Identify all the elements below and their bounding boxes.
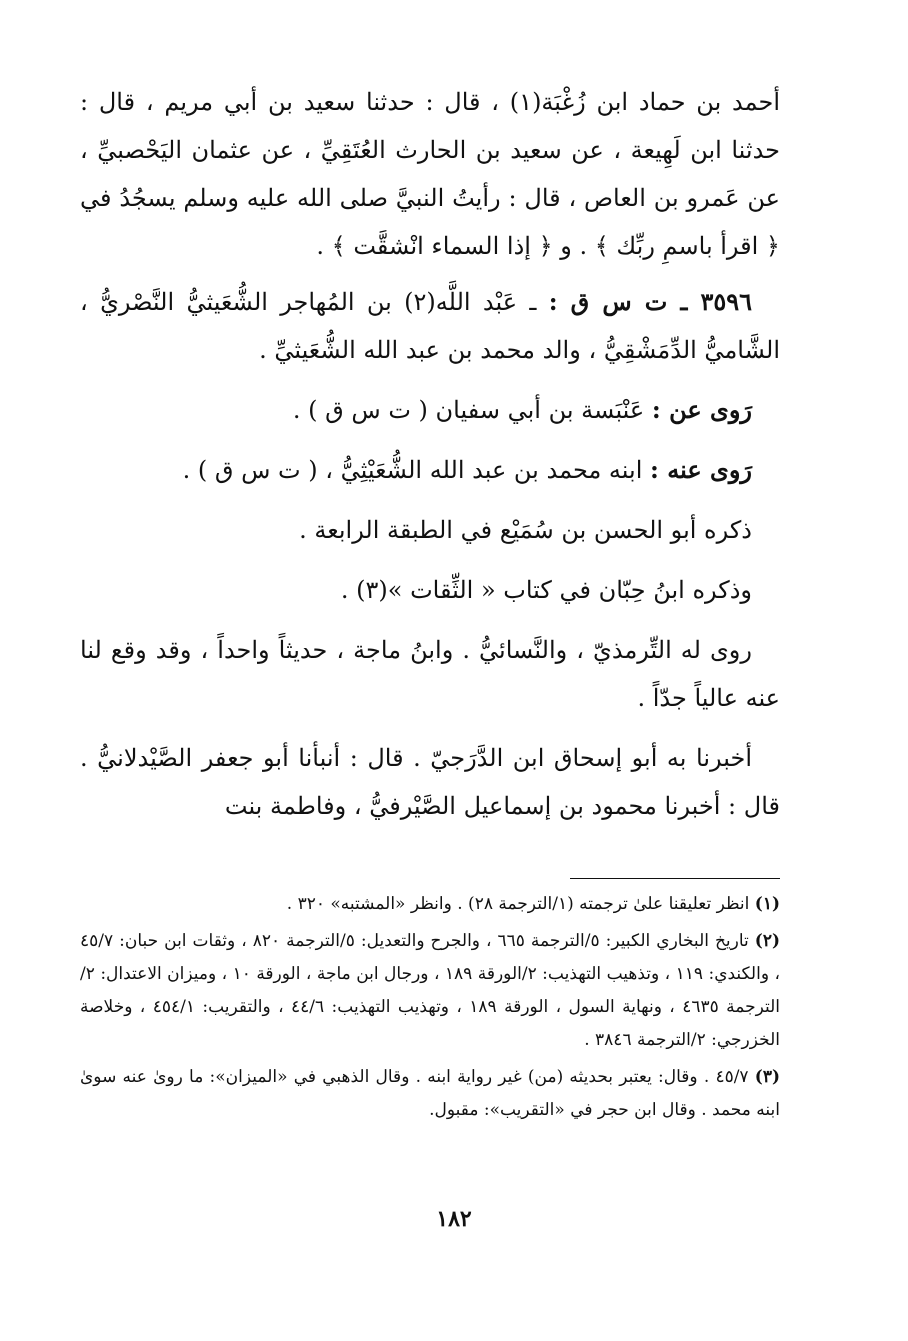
footnote-text: تاريخ البخاري الكبير: ٥/الترجمة ٦٦٥ ، والجرح والتعديل: ٥/الترجمة ٨٢٠ ، وثقات ابن حبان: ٤٥/٧ ، والكندي: ١١٩ ، وتذهيب التهذيب: ٢/الورقة ١٨٩ ، ورجال ابن ماجة ، الورقة ١٠ ، وميزان الاعتدال: ٢/الترجمة ٤٦٣٥ ، ونهاية السول ، الورقة ١٨٩ ، وتهذيب التهذيب: ٤٤/٦ ، والتقريب: ٤٥٤/١ ، وخلاصة الخزرجي: ٢/الترجمة ٣٨٤٦ .: [80, 931, 780, 1050]
rawa-anhu-label: رَوى عنه :: [650, 455, 752, 484]
footnote-text: انظر تعليقنا علىٰ ترجمته (١/الترجمة ٢٨) . وانظر «المشتبه» ٣٢٠ .: [286, 894, 755, 914]
akhbarana-paragraph: أخبرنا به أبو إسحاق ابن الدَّرَجيّ . قال : أنبأنا أبو جعفر الصَّيْدلانيُّ . قال : أخبرنا محمود بن إسماعيل الصَّيْرفيُّ ، وفاطمة بنت: [80, 744, 780, 820]
entry-text: ـ عَبْد اللَّه(٢) بن المُهاجر الشُّعَيثيُّ النَّصْريُّ ، الشَّاميُّ الدِّمَشْقِيُّ ، والد محمد بن عبد الله الشُّعَيثيِّ .: [80, 288, 780, 364]
entry-heading: [80, 278, 780, 374]
footnote-text: ٤٥/٧ . وقال: يعتبر بحديثه (من) غير رواية ابنه . وقال الذهبي في «الميزان»: ما روىٰ عنه سوىٰ ابنه محمد . وقال ابن حجر في «التقريب»: مقبول.: [80, 1067, 780, 1120]
footnote-mark: (٢): [754, 931, 781, 951]
footnote: [80, 888, 780, 921]
rawa-an-label: رَوى عن :: [651, 395, 752, 424]
page-number: ١٨٢: [436, 1206, 472, 1232]
paragraph-hadith-chain: أحمد بن حماد ابن زُغْبَة(١) ، قال : حدثنا سعيد بن أبي مريم ، قال : حدثنا ابن لَهِيعة ، عن سعيد بن الحارث العُتَقِيِّ ، عن عثمان اليَحْصبيِّ ، عن عَمرو بن العاص ، قال : رأيتُ النبيَّ صلى الله عليه وسلم يسجُدُ في ﴿ اقرأ باسمِ ربِّك ﴾ . و ﴿ إذا السماء انْشقَّت ﴾ .: [80, 88, 780, 260]
rawa-lahu-paragraph: روى له التِّرمذيّ ، والنَّسائيُّ . وابنُ ماجة ، حديثاً واحداً ، وقد وقع لنا عنه عالياً جدّاً .: [80, 636, 780, 712]
rawa-an-text: عَنْبَسة بن أبي سفيان ( ت س ق ) .: [292, 396, 652, 424]
rawa-anhu-text: ابنه محمد بن عبد الله الشُّعَيْثِيُّ ، ( ت س ق ) .: [182, 456, 651, 484]
footnote-mark: (٣): [754, 1067, 781, 1087]
footnotes: [80, 888, 780, 1131]
main-text: [80, 78, 780, 830]
footnote: [80, 925, 780, 1057]
footnote: [80, 1061, 780, 1127]
dhikr-ibn-sumay: ذكره أبو الحسن بن سُمَيْع في الطبقة الرابعة .: [299, 516, 752, 544]
footnote-separator: [570, 878, 780, 879]
rawa-anhu-line: [80, 446, 780, 494]
entry-number: ٣٥٩٦ ـ ت س ق :: [548, 287, 753, 316]
rawa-an-line: [80, 386, 780, 434]
footnote-mark: (١): [754, 894, 780, 914]
dhikr-ibn-hibban: وذكره ابنُ حِبّان في كتاب « الثِّقات »(٣) .: [340, 576, 752, 604]
